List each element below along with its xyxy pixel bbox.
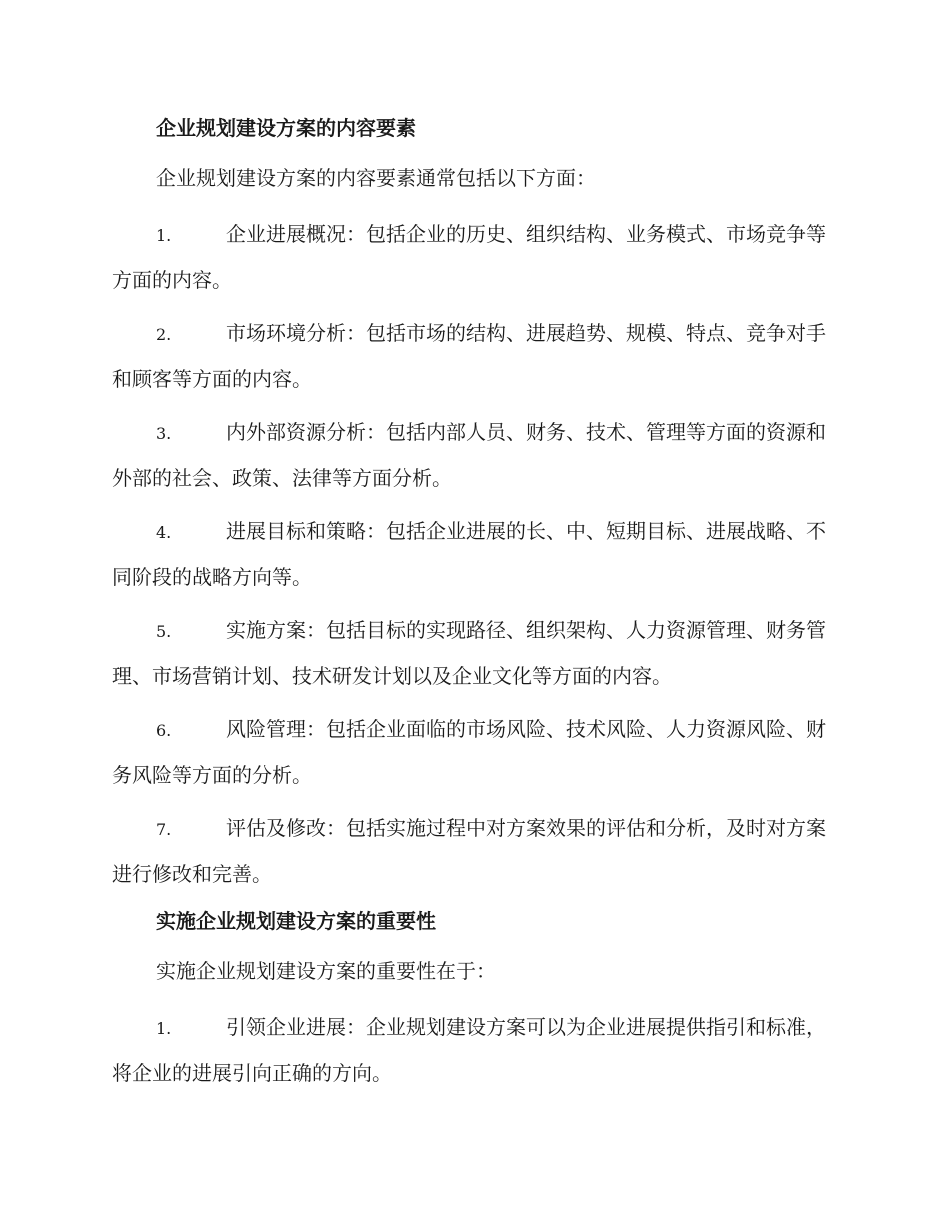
list-item-number: 1. bbox=[156, 1019, 172, 1038]
list-item bbox=[112, 212, 838, 302]
list-item-number: 4. bbox=[156, 523, 172, 542]
list-item-text: 引领企业进展：企业规划建设方案可以为企业进展提供指引和标准，将企业的进展引向正确的方向。 bbox=[112, 1015, 826, 1085]
list-item-number: 1. bbox=[156, 226, 172, 245]
list-item bbox=[112, 1005, 838, 1095]
list-item-text: 实施方案：包括目标的实现路径、组织架构、人力资源管理、财务管理、市场营销计划、技术研发计划以及企业文化等方面的内容。 bbox=[112, 618, 826, 688]
list-item-number: 3. bbox=[156, 424, 172, 443]
list-item-number: 2. bbox=[156, 325, 172, 344]
section-heading: 企业规划建设方案的内容要素 bbox=[156, 116, 416, 140]
list-item-text: 风险管理：包括企业面临的市场风险、技术风险、人力资源风险、财务风险等方面的分析。 bbox=[112, 717, 826, 787]
section-intro: 企业规划建设方案的内容要素通常包括以下方面： bbox=[156, 166, 596, 190]
list-item bbox=[112, 608, 838, 698]
list-item-number: 6. bbox=[156, 721, 172, 740]
list-item bbox=[112, 410, 838, 500]
section-heading: 实施企业规划建设方案的重要性 bbox=[156, 909, 436, 933]
list-item bbox=[112, 509, 838, 599]
section-importance bbox=[112, 905, 838, 1095]
list-item-text: 评估及修改：包括实施过程中对方案效果的评估和分析，及时对方案进行修改和完善。 bbox=[112, 816, 826, 886]
list-item-text: 进展目标和策略：包括企业进展的长、中、短期目标、进展战略、不同阶段的战略方向等。 bbox=[112, 519, 826, 589]
section-content-elements bbox=[112, 112, 838, 896]
list-item bbox=[112, 707, 838, 797]
section-intro: 实施企业规划建设方案的重要性在于： bbox=[156, 959, 496, 983]
list-item-number: 7. bbox=[156, 820, 172, 839]
list-item bbox=[112, 806, 838, 896]
list-item-text: 内外部资源分析：包括内部人员、财务、技术、管理等方面的资源和外部的社会、政策、法律等方面分析。 bbox=[112, 420, 826, 490]
list-item-text: 市场环境分析：包括市场的结构、进展趋势、规模、特点、竞争对手和顾客等方面的内容。 bbox=[112, 321, 826, 391]
list-item-text: 企业进展概况：包括企业的历史、组织结构、业务模式、市场竞争等方面的内容。 bbox=[112, 222, 826, 292]
list-item-number: 5. bbox=[156, 622, 172, 641]
list-item bbox=[112, 311, 838, 401]
